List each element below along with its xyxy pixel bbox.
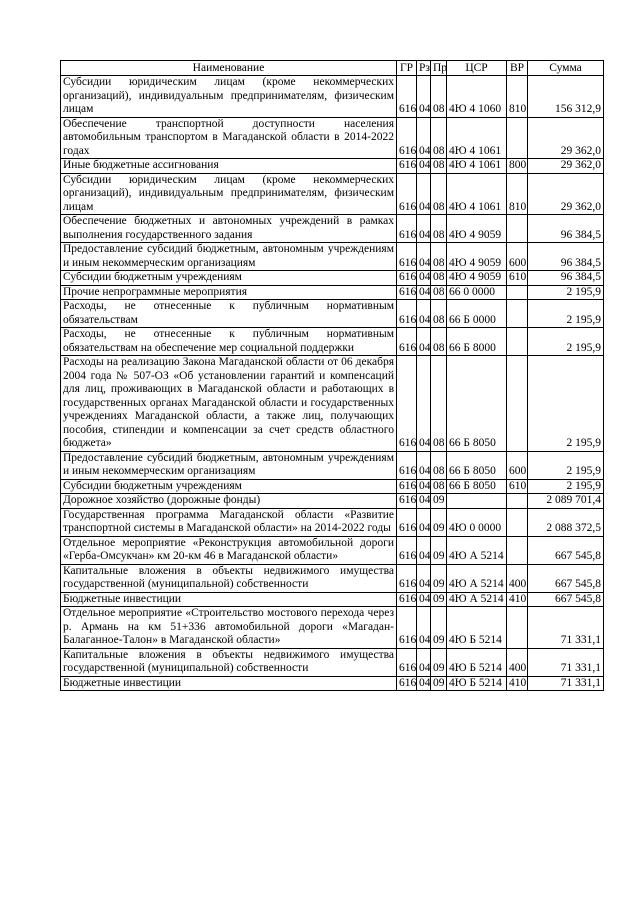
cell-vr [507, 356, 528, 452]
cell-csr: 66 Б 0000 [447, 300, 507, 328]
cell-sum: 29 362,0 [528, 117, 604, 159]
cell-csr: 66 Б 8000 [447, 328, 507, 356]
cell-name: Капитальные вложения в объекты недвижимого имущества государственной (муниципальной) собственности [61, 564, 397, 592]
cell-csr: 4Ю 0 0000 [447, 508, 507, 536]
cell-pr: 08 [431, 285, 447, 300]
table-row [61, 243, 604, 271]
cell-sum: 71 331,1 [528, 607, 604, 649]
table-row [61, 648, 604, 676]
cell-csr: 66 0 0000 [447, 285, 507, 300]
cell-name: Бюджетные инвестиции [61, 592, 397, 607]
cell-rz: 04 [417, 536, 431, 564]
cell-gr: 616 [397, 356, 417, 452]
cell-name: Дорожное хозяйство (дорожные фонды) [61, 494, 397, 509]
cell-pr: 09 [431, 564, 447, 592]
cell-gr: 616 [397, 536, 417, 564]
cell-pr: 08 [431, 76, 447, 118]
cell-rz: 04 [417, 328, 431, 356]
cell-name: Иные бюджетные ассигнования [61, 159, 397, 174]
table-row [61, 159, 604, 174]
cell-rz: 04 [417, 356, 431, 452]
cell-name: Обеспечение бюджетных и автономных учреждений в рамках выполнения государственного задания [61, 215, 397, 243]
cell-sum: 2 089 701,4 [528, 494, 604, 509]
cell-vr: 610 [507, 479, 528, 494]
cell-pr: 08 [431, 451, 447, 479]
cell-name: Отдельное мероприятие «Строительство мостового перехода через р. Армань на км 51+336 автомобильной дороги «Магадан-Балаганное-Талон» в Магаданской области» [61, 607, 397, 649]
cell-rz: 04 [417, 76, 431, 118]
cell-gr: 616 [397, 117, 417, 159]
cell-vr [507, 285, 528, 300]
header-rz: Рз [417, 61, 431, 76]
cell-csr: 66 Б 8050 [447, 451, 507, 479]
cell-csr: 4Ю 4 1060 [447, 76, 507, 118]
cell-name: Отдельное мероприятие «Реконструкция автомобильной дороги «Герба-Омсукчан» км 20-км 46 в Магаданской области» [61, 536, 397, 564]
cell-pr: 08 [431, 479, 447, 494]
table-row [61, 117, 604, 159]
cell-pr: 08 [431, 117, 447, 159]
table-row [61, 676, 604, 691]
cell-rz: 04 [417, 607, 431, 649]
cell-gr: 616 [397, 479, 417, 494]
cell-name: Капитальные вложения в объекты недвижимого имущества государственной (муниципальной) собственности [61, 648, 397, 676]
cell-name: Субсидии юридическим лицам (кроме некоммерческих организаций), индивидуальным предпринимателям, физическим лицам [61, 173, 397, 215]
cell-name: Субсидии бюджетным учреждениям [61, 479, 397, 494]
header-pr: Пр [431, 61, 447, 76]
cell-gr: 616 [397, 76, 417, 118]
cell-pr: 08 [431, 300, 447, 328]
table-row [61, 564, 604, 592]
cell-rz: 04 [417, 479, 431, 494]
cell-gr: 616 [397, 564, 417, 592]
cell-sum: 71 331,1 [528, 648, 604, 676]
cell-sum: 2 195,9 [528, 300, 604, 328]
cell-gr: 616 [397, 215, 417, 243]
cell-csr: 66 Б 8050 [447, 479, 507, 494]
table-row [61, 328, 604, 356]
cell-rz: 04 [417, 215, 431, 243]
cell-rz: 04 [417, 300, 431, 328]
cell-gr: 616 [397, 328, 417, 356]
cell-gr: 616 [397, 607, 417, 649]
cell-name: Расходы, не отнесенные к публичным нормативным обязательствам на обеспечение мер социальной поддержки [61, 328, 397, 356]
cell-sum: 667 545,8 [528, 564, 604, 592]
cell-gr: 616 [397, 285, 417, 300]
cell-pr: 09 [431, 676, 447, 691]
cell-name: Обеспечение транспортной доступности населения автомобильным транспортом в Магаданской области в 2014-2022 годах [61, 117, 397, 159]
cell-rz: 04 [417, 243, 431, 271]
cell-name: Прочие непрограммные мероприятия [61, 285, 397, 300]
cell-csr: 4Ю А 5214 [447, 592, 507, 607]
header-gr: ГР [397, 61, 417, 76]
cell-sum: 29 362,0 [528, 159, 604, 174]
table-row [61, 607, 604, 649]
cell-rz: 04 [417, 159, 431, 174]
cell-name: Субсидии бюджетным учреждениям [61, 271, 397, 286]
cell-sum: 96 384,5 [528, 243, 604, 271]
cell-pr: 08 [431, 271, 447, 286]
cell-name: Предоставление субсидий бюджетным, автономным учреждениям и иным некоммерческим организациям [61, 243, 397, 271]
cell-pr: 08 [431, 243, 447, 271]
cell-vr: 410 [507, 676, 528, 691]
header-name: Наименование [61, 61, 397, 76]
cell-vr [507, 117, 528, 159]
cell-csr: 4Ю 4 1061 [447, 159, 507, 174]
table-row [61, 271, 604, 286]
cell-name: Расходы, не отнесенные к публичным нормативным обязательствам [61, 300, 397, 328]
cell-vr: 400 [507, 564, 528, 592]
cell-vr: 600 [507, 451, 528, 479]
cell-csr: 66 Б 8050 [447, 356, 507, 452]
cell-csr: 4Ю 4 9059 [447, 243, 507, 271]
header-csr: ЦСР [447, 61, 507, 76]
cell-rz: 04 [417, 451, 431, 479]
cell-gr: 616 [397, 271, 417, 286]
cell-sum: 667 545,8 [528, 592, 604, 607]
table-row [61, 479, 604, 494]
cell-vr [507, 508, 528, 536]
cell-rz: 04 [417, 648, 431, 676]
cell-csr: 4Ю 4 9059 [447, 215, 507, 243]
table-row [61, 215, 604, 243]
cell-csr: 4Ю Б 5214 [447, 648, 507, 676]
cell-name: Субсидии юридическим лицам (кроме некоммерческих организаций), индивидуальным предпринимателям, физическим лицам [61, 76, 397, 118]
cell-rz: 04 [417, 592, 431, 607]
cell-name: Бюджетные инвестиции [61, 676, 397, 691]
cell-gr: 616 [397, 592, 417, 607]
cell-pr: 08 [431, 356, 447, 452]
table-row [61, 451, 604, 479]
cell-sum: 96 384,5 [528, 271, 604, 286]
cell-csr: 4Ю Б 5214 [447, 676, 507, 691]
cell-rz: 04 [417, 117, 431, 159]
cell-pr: 09 [431, 607, 447, 649]
cell-rz: 04 [417, 285, 431, 300]
table-row [61, 285, 604, 300]
cell-gr: 616 [397, 159, 417, 174]
table-row [61, 508, 604, 536]
cell-vr: 410 [507, 592, 528, 607]
cell-csr: 4Ю Б 5214 [447, 607, 507, 649]
cell-sum: 156 312,9 [528, 76, 604, 118]
cell-gr: 616 [397, 648, 417, 676]
cell-vr: 600 [507, 243, 528, 271]
table-row [61, 76, 604, 118]
cell-vr [507, 328, 528, 356]
table-header-row [61, 61, 604, 76]
cell-pr: 08 [431, 328, 447, 356]
cell-vr: 810 [507, 76, 528, 118]
cell-gr: 616 [397, 173, 417, 215]
cell-gr: 616 [397, 508, 417, 536]
cell-vr [507, 215, 528, 243]
cell-sum: 29 362,0 [528, 173, 604, 215]
table-row [61, 536, 604, 564]
table-row [61, 494, 604, 509]
cell-vr [507, 300, 528, 328]
budget-table [60, 60, 604, 691]
cell-pr: 09 [431, 508, 447, 536]
cell-vr: 400 [507, 648, 528, 676]
cell-gr: 616 [397, 300, 417, 328]
cell-sum: 2 195,9 [528, 356, 604, 452]
cell-name: Расходы на реализацию Закона Магаданской области от 06 декабря 2004 года № 507-ОЗ «Об установлении гарантий и компенсаций для лиц, проживающих в Магаданской области и работающих в государственных органах Магаданской области и государственных учреждениях Магаданской области, а также лиц, получающих пособия, стипендии и компенсации за счет средств областного бюджета» [61, 356, 397, 452]
header-vr: ВР [507, 61, 528, 76]
cell-name: Предоставление субсидий бюджетным, автономным учреждениям и иным некоммерческим организациям [61, 451, 397, 479]
cell-sum: 2 195,9 [528, 285, 604, 300]
cell-pr: 08 [431, 173, 447, 215]
cell-vr: 610 [507, 271, 528, 286]
table-row [61, 173, 604, 215]
cell-gr: 616 [397, 494, 417, 509]
header-sum: Сумма [528, 61, 604, 76]
cell-pr: 09 [431, 592, 447, 607]
cell-sum: 667 545,8 [528, 536, 604, 564]
cell-pr: 09 [431, 494, 447, 509]
cell-rz: 04 [417, 494, 431, 509]
cell-vr: 800 [507, 159, 528, 174]
cell-sum: 71 331,1 [528, 676, 604, 691]
cell-sum: 2 088 372,5 [528, 508, 604, 536]
cell-csr [447, 494, 507, 509]
cell-sum: 2 195,9 [528, 479, 604, 494]
cell-rz: 04 [417, 564, 431, 592]
cell-pr: 09 [431, 536, 447, 564]
cell-gr: 616 [397, 243, 417, 271]
cell-gr: 616 [397, 676, 417, 691]
table-row [61, 300, 604, 328]
cell-vr [507, 536, 528, 564]
cell-csr: 4Ю 4 1061 [447, 173, 507, 215]
cell-csr: 4Ю А 5214 [447, 564, 507, 592]
cell-vr [507, 494, 528, 509]
cell-vr: 810 [507, 173, 528, 215]
cell-rz: 04 [417, 508, 431, 536]
cell-csr: 4Ю А 5214 [447, 536, 507, 564]
cell-sum: 96 384,5 [528, 215, 604, 243]
cell-csr: 4Ю 4 9059 [447, 271, 507, 286]
cell-vr [507, 607, 528, 649]
cell-rz: 04 [417, 173, 431, 215]
cell-csr: 4Ю 4 1061 [447, 117, 507, 159]
cell-sum: 2 195,9 [528, 328, 604, 356]
table-row [61, 356, 604, 452]
cell-pr: 09 [431, 648, 447, 676]
table-row [61, 592, 604, 607]
cell-sum: 2 195,9 [528, 451, 604, 479]
cell-pr: 08 [431, 159, 447, 174]
cell-rz: 04 [417, 271, 431, 286]
cell-name: Государственная программа Магаданской области «Развитие транспортной системы в Магаданской области» на 2014-2022 годы [61, 508, 397, 536]
cell-pr: 08 [431, 215, 447, 243]
cell-gr: 616 [397, 451, 417, 479]
cell-rz: 04 [417, 676, 431, 691]
